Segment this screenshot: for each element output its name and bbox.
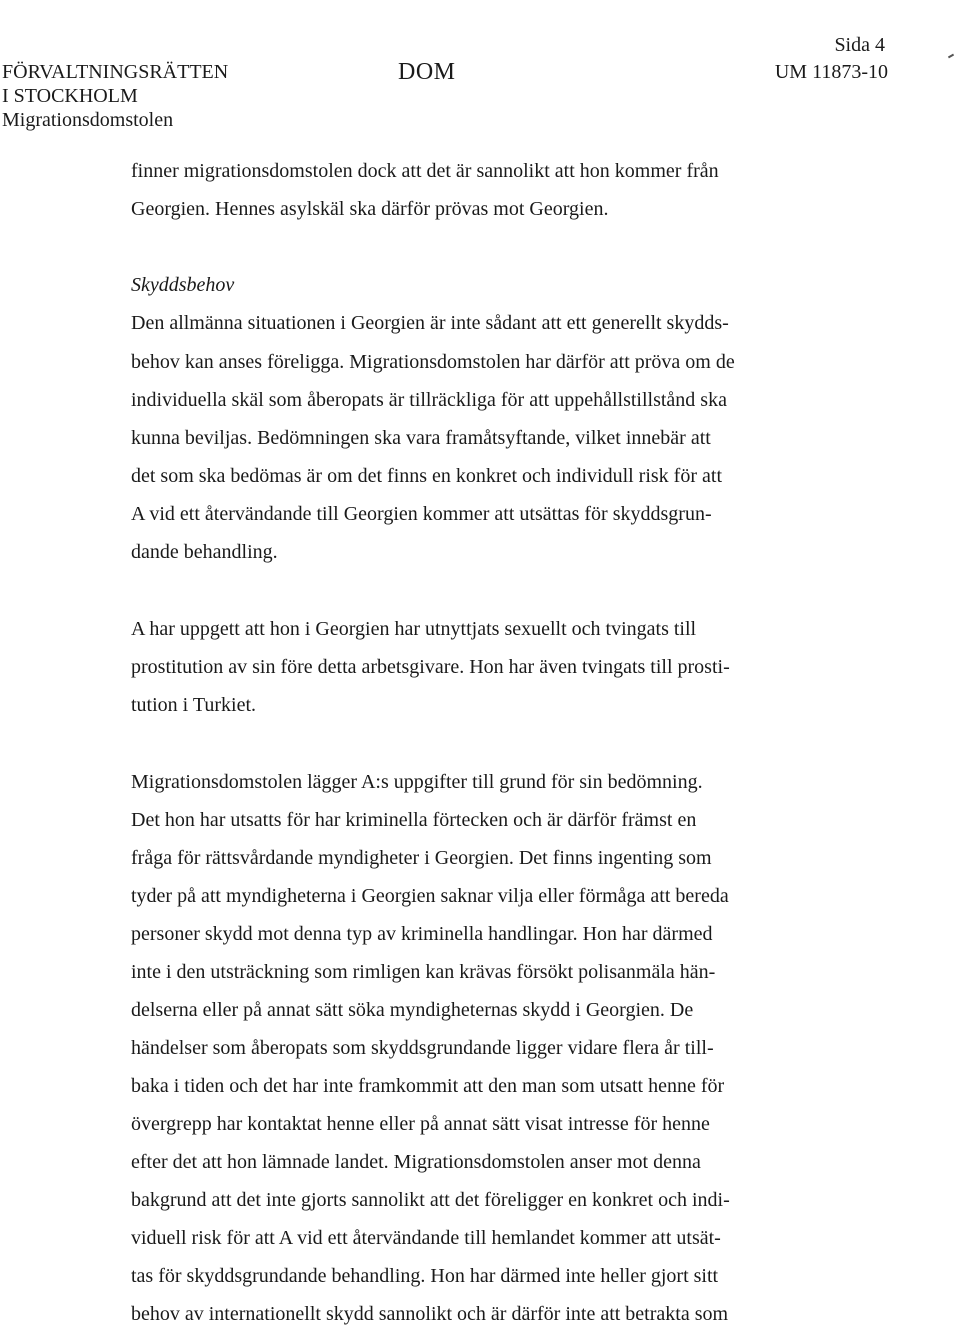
body-line: delserna eller på annat sätt söka myndigheternas skydd i Georgien. De	[131, 999, 694, 1021]
case-number: UM 11873-10	[774, 61, 888, 83]
body-line: bakgrund att det inte gjorts sannolikt att det föreligger en konkret och indi-	[131, 1189, 730, 1211]
court-department: Migrationsdomstolen	[2, 109, 174, 131]
body-line: behov kan anses föreligga. Migrationsdomstolen har därför att pröva om de	[131, 351, 735, 373]
body-line: Den allmänna situationen i Georgien är inte sådant att ett generellt skydds-	[131, 312, 729, 334]
body-line: fråga för rättsvårdande myndigheter i Georgien. Det finns ingenting som	[131, 847, 712, 869]
section-heading: Skyddsbehov	[131, 274, 235, 296]
court-name-line1: FÖRVALTNINGSRÄTTEN	[2, 61, 229, 83]
page-number: Sida 4	[834, 34, 885, 56]
body-line: prostitution av sin före detta arbetsgivare. Hon har även tvingats till prosti-	[131, 656, 730, 678]
body-line: A har uppgett att hon i Georgien har utnyttjats sexuellt och tvingats till	[131, 618, 697, 640]
body-line: tution i Turkiet.	[131, 694, 257, 716]
body-line: dande behandling.	[131, 541, 278, 563]
body-line: händelser som åberopats som skyddsgrundande ligger vidare flera år till-	[131, 1037, 714, 1059]
body-line: tas för skyddsgrundande behandling. Hon har därmed inte heller gjort sitt	[131, 1265, 719, 1287]
body-line: viduell risk för att A vid ett återvändande till hemlandet kommer att utsät-	[131, 1227, 721, 1249]
body-line: individuella skäl som åberopats är tillräckliga för att uppehållstillstånd ska	[131, 389, 727, 411]
body-line: A vid ett återvändande till Georgien kommer att utsättas för skyddsgrun-	[131, 503, 712, 525]
body-line: efter det att hon lämnade landet. Migrationsdomstolen anser mot denna	[131, 1151, 701, 1173]
body-line: kunna beviljas. Bedömningen ska vara framåtsyftande, vilket innebär att	[131, 427, 711, 449]
body-line: Migrationsdomstolen lägger A:s uppgifter till grund för sin bedömning.	[131, 771, 703, 793]
body-line: baka i tiden och det har inte framkommit att den man som utsatt henne för	[131, 1075, 725, 1097]
body-line: inte i den utsträckning som rimligen kan krävas försökt polisanmäla hän-	[131, 961, 716, 983]
body-line: det som ska bedömas är om det finns en konkret och individull risk för att	[131, 465, 722, 487]
document-type: DOM	[398, 59, 456, 85]
court-name-line2: I STOCKHOLM	[2, 85, 138, 107]
body-line: personer skydd mot denna typ av kriminella handlingar. Hon har därmed	[131, 923, 713, 945]
body-line: Georgien. Hennes asylskäl ska därför prövas mot Georgien.	[131, 198, 609, 220]
body-line: behov av internationellt skydd sannolikt och är därför inte att betrakta som	[131, 1303, 729, 1325]
body-line: tyder på att myndigheterna i Georgien saknar vilja eller förmåga att bereda	[131, 885, 729, 907]
body-line: Det hon har utsatts för har kriminella förtecken och är därför främst en	[131, 809, 697, 831]
scan-artifact	[948, 54, 954, 59]
body-line: finner migrationsdomstolen dock att det är sannolikt att hon kommer från	[131, 160, 719, 182]
body-line: övergrepp har kontaktat henne eller på annat sätt visat intresse för henne	[131, 1113, 710, 1135]
